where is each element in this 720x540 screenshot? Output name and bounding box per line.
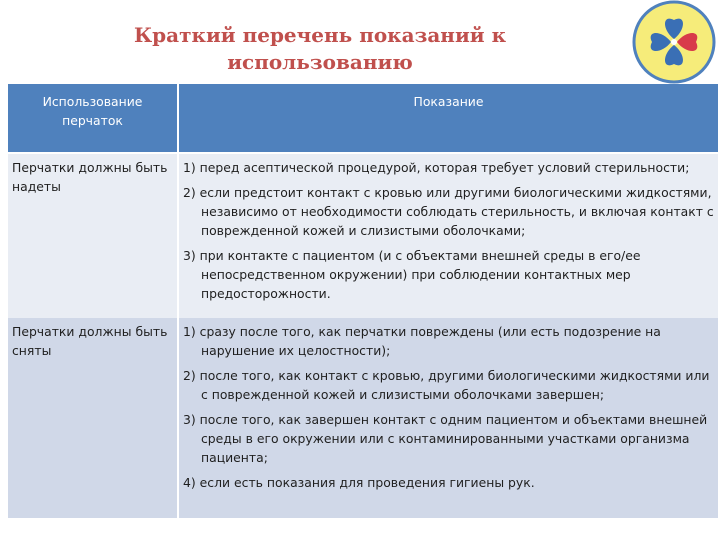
header-indication: Показание [178,84,718,153]
indications-table [8,84,718,518]
indications-cell [178,318,718,518]
header-usage: Использование перчаток [8,84,178,153]
indication-item: 3) после того, как завершен контакт с одним пациентом и объектами внешней среды в его окружении или с контаминированными участками организма пациента; [183,412,708,465]
indication-item: 2) если предстоит контакт с кровью или другими биологическими жидкостями, независимо от необходимости соблюдать стерильность, и включая контакт с поврежденной кожей и слизистыми оболочками; [183,185,714,238]
indication-item: 1) сразу после того, как перчатки повреждены (или есть подозрение на нарушение их целостности); [183,324,661,358]
table-header-row [8,84,718,153]
clover-logo-icon [632,0,716,84]
title-line-1: Краткий перечень показаний к использованию [133,23,507,74]
usage-cell: Перчатки должны быть надеты [8,153,178,318]
indications-cell [178,153,718,318]
table-row [8,153,718,318]
table-row [8,318,718,518]
indication-item: 2) после того, как контакт с кровью, другими биологическими жидкостями или с поврежденной кожей и слизистыми оболочками завершен; [183,368,710,402]
indication-item: 1) перед асептической процедурой, которая требует условий стерильности; [183,160,690,175]
indication-item: 4) если есть показания для проведения гигиены рук. [183,475,535,490]
usage-cell: Перчатки должны быть сняты [8,318,178,518]
indication-item: 3) при контакте с пациентом (и с объектами внешней среды в его/ее непосредственном окружении) при соблюдении контактных мер предосторожности. [183,248,641,301]
